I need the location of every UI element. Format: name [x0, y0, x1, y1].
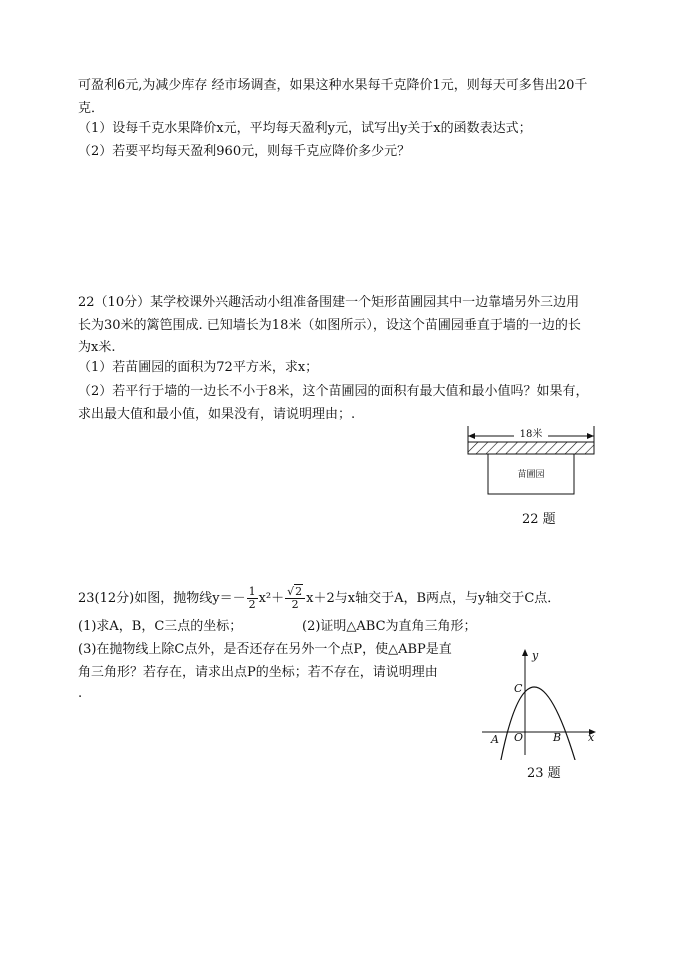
- q22-part-2-line-1: （2）若平行于墙的一边长不小于8米，这个苗圃园的面积有最大值和最小值吗？如果有，: [78, 384, 589, 399]
- q23-intro-mid: x²＋: [258, 591, 285, 606]
- point-b-label: B: [553, 731, 562, 744]
- q23-intro-before: 23(12分)如图，抛物线y＝－: [78, 591, 246, 606]
- fraction-one-half: [247, 586, 258, 611]
- parabola-curve: [499, 687, 578, 760]
- arrow-right-icon: [587, 433, 594, 439]
- q23-part-3-line-2: 角三角形？若存在，请求出点P的坐标；若不存在，请说明理由: [78, 665, 438, 680]
- x-axis-label: x: [588, 731, 595, 744]
- q23-intro-after: x＋2与x轴交于A，B两点，与y轴交于C点．: [306, 591, 561, 606]
- arrow-left-icon: [468, 433, 475, 439]
- q22-part-1: （1）若苗圃园的面积为72平方米，求x；: [78, 360, 319, 375]
- fraction-root2-over-2: [285, 586, 305, 611]
- q21-part-1: （1）设每千克水果降价x元，平均每天盈利y元，试写出y关于x的函数表达式；: [78, 121, 532, 136]
- q23-figure: [478, 645, 603, 760]
- q23-figure-caption: 23 题: [527, 766, 561, 781]
- fraction-numerator: 1: [248, 585, 256, 598]
- fraction-denominator: 2: [291, 598, 299, 611]
- q21-text-line-2: 克．: [78, 101, 105, 116]
- point-c-label: C: [514, 682, 523, 695]
- q21-part-2: （2）若要平均每天盈利960元，则每千克应降价多少元？: [78, 144, 411, 159]
- q22-text-line-2: 长为30米的篱笆围成. 已知墙长为18米（如图所示），设这个苗圃园垂直于墙的一边的长: [78, 318, 581, 333]
- point-a-label: A: [491, 733, 499, 746]
- q23-part-3-line-3: .: [78, 686, 83, 701]
- q23-intro: [78, 586, 560, 610]
- y-axis-arrow-icon: [522, 649, 528, 656]
- wall: [468, 442, 594, 454]
- q22-figure: [460, 420, 605, 500]
- q23-part-1: (1)求A，B，C三点的坐标；: [78, 619, 243, 634]
- q21-text-line-1: 可盈利6元,为减少库存 经市场调查，如果这种水果每千克降价1元，则每天可多售出20千: [78, 78, 588, 93]
- q23-part-3-line-1: (3)在抛物线上除C点外，是否还存在另外一个点P，使△ABP是直: [78, 642, 452, 657]
- sqrt-symbol: √2: [287, 585, 303, 598]
- q22-text-line-1: 22（10分）某学校课外兴趣活动小组准备围建一个矩形苗圃园其中一边靠墙另外三边用: [78, 295, 580, 310]
- wall-length-label: 18米: [519, 429, 543, 440]
- fraction-denominator: 2: [248, 598, 256, 611]
- sqrt-radicand: 2: [295, 585, 303, 598]
- garden-label: 苗圃园: [517, 470, 545, 480]
- q23-part-2: (2)证明△ABC为直角三角形；: [302, 619, 477, 634]
- origin-label: O: [514, 731, 524, 744]
- q22-figure-caption: 22 题: [522, 512, 556, 527]
- y-axis-label: y: [532, 649, 539, 662]
- q22-text-line-3: 为x米.: [78, 340, 116, 355]
- q22-part-2-line-2: 求出最大值和最小值，如果没有，请说明理由；.: [78, 407, 356, 422]
